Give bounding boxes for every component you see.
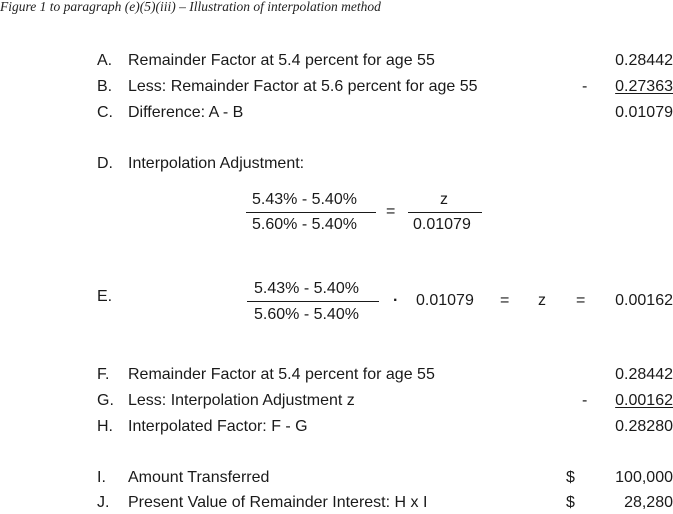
row-letter: F. — [97, 366, 110, 383]
row-h — [0, 418, 673, 440]
row-text: Remainder Factor at 5.4 percent for age 55 — [128, 366, 435, 383]
row-d — [0, 155, 673, 177]
row-letter: I. — [97, 469, 106, 486]
result-value: 0.00162 — [615, 292, 673, 309]
row-value: 0.28280 — [615, 418, 673, 435]
row-letter: E. — [97, 288, 113, 305]
minus-sign: - — [582, 78, 588, 95]
fraction-numerator: 5.43% - 5.40% — [252, 191, 357, 208]
fraction-bar — [247, 301, 379, 302]
row-value: 0.01079 — [615, 104, 673, 121]
row-text: Less: Remainder Factor at 5.6 percent for age 55 — [128, 78, 478, 95]
fraction-denominator: 0.01079 — [413, 216, 471, 233]
fraction-numerator: 5.43% - 5.40% — [254, 280, 359, 297]
row-a — [0, 52, 673, 74]
row-j — [0, 494, 673, 514]
row-letter: D. — [97, 155, 113, 172]
row-text: Interpolation Adjustment: — [128, 155, 305, 172]
fraction-denominator: 5.60% - 5.40% — [252, 216, 357, 233]
row-value: 0.27363 — [615, 78, 673, 95]
row-g — [0, 392, 673, 414]
equals-sign: = — [576, 292, 586, 309]
row-letter: H. — [97, 418, 113, 435]
currency-symbol: $ — [566, 494, 575, 511]
row-text: Present Value of Remainder Interest: H x I — [128, 494, 428, 511]
fraction-bar — [246, 212, 376, 213]
row-f — [0, 366, 673, 388]
minus-sign: - — [582, 392, 588, 409]
row-letter: C. — [97, 104, 113, 121]
row-letter: G. — [97, 392, 114, 409]
row-text: Less: Interpolation Adjustment z — [128, 392, 355, 409]
row-c — [0, 104, 673, 126]
row-value: 0.00162 — [615, 392, 673, 409]
fraction-denominator: 5.60% - 5.40% — [254, 306, 359, 323]
row-value: 0.28442 — [615, 52, 673, 69]
multiplier-value: 0.01079 — [416, 292, 474, 309]
z-variable: z — [538, 292, 546, 309]
figure-caption: Figure 1 to paragraph (e)(5)(iii) – Illustration of interpolation method — [0, 0, 381, 14]
currency-symbol: $ — [566, 469, 575, 486]
row-text: Remainder Factor at 5.4 percent for age 55 — [128, 52, 435, 69]
fraction-bar — [408, 212, 482, 213]
row-b — [0, 78, 673, 100]
fraction-numerator: z — [440, 191, 448, 208]
multiply-dot: · — [393, 292, 399, 309]
row-letter: B. — [97, 78, 113, 95]
row-value: 100,000 — [615, 469, 673, 486]
row-letter: J. — [97, 494, 110, 511]
row-i — [0, 469, 673, 491]
row-value: 28,280 — [624, 494, 673, 511]
row-text: Amount Transferred — [128, 469, 270, 486]
row-letter: A. — [97, 52, 113, 69]
row-text: Interpolated Factor: F - G — [128, 418, 308, 435]
equals-sign: = — [500, 292, 510, 309]
row-text: Difference: A - B — [128, 104, 244, 121]
row-value: 0.28442 — [615, 366, 673, 383]
equals-sign: = — [386, 203, 396, 220]
